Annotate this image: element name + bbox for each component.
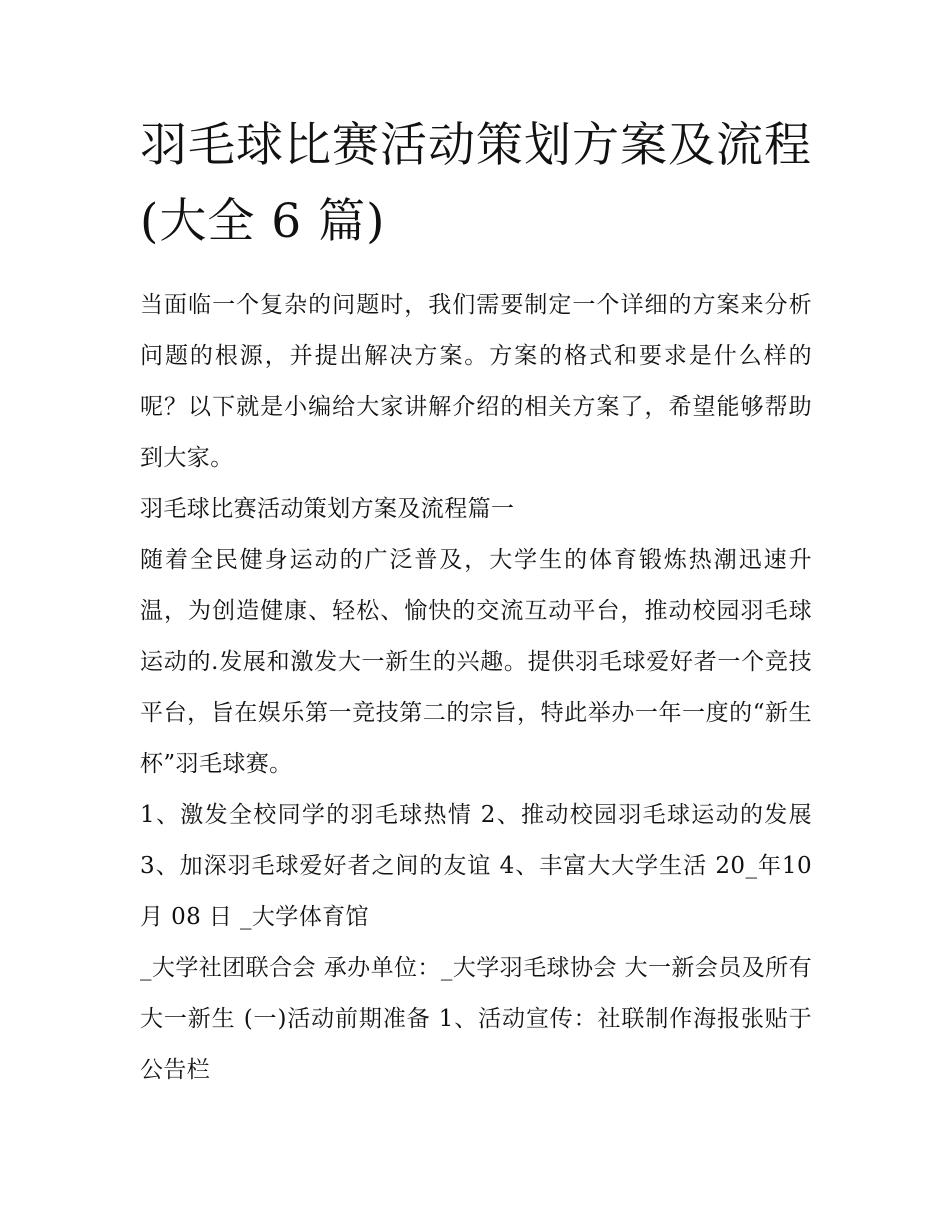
background-paragraph: 随着全民健身运动的广泛普及，大学生的体育锻炼热潮迅速升温，为创造健康、轻松、愉快的交流互动平台，推动校园羽毛球运动的.发展和激发大一新生的兴趣。提供羽毛球爱好者一个竞技平台，旨在娱乐第一竞技第二的宗旨，特此举办一年一度的“新生杯”羽毛球赛。 — [140, 547, 812, 777]
section-heading: 羽毛球比赛活动策划方案及流程篇一 — [140, 496, 515, 522]
document-page — [140, 108, 812, 1096]
organizer-paragraph: _大学社团联合会 承办单位：_大学羽毛球协会 大一新会员及所有大一新生 (一)活动前期准备 1、活动宣传：社联制作海报张贴于公告栏 — [140, 955, 812, 1083]
document-title: 羽毛球比赛活动策划方案及流程(大全 6 篇) — [140, 118, 812, 249]
goals-paragraph: 1、激发全校同学的羽毛球热情 2、推动校园羽毛球运动的发展 3、加深羽毛球爱好者之间的友谊 4、丰富大大学生活 20_年10 月 08 日 _大学体育馆 — [140, 802, 812, 930]
intro-paragraph: 当面临一个复杂的问题时，我们需要制定一个详细的方案来分析问题的根源，并提出解决方案。方案的格式和要求是什么样的呢？以下就是小编给大家讲解介绍的相关方案了，希望能够帮助到大家。 — [140, 292, 812, 471]
